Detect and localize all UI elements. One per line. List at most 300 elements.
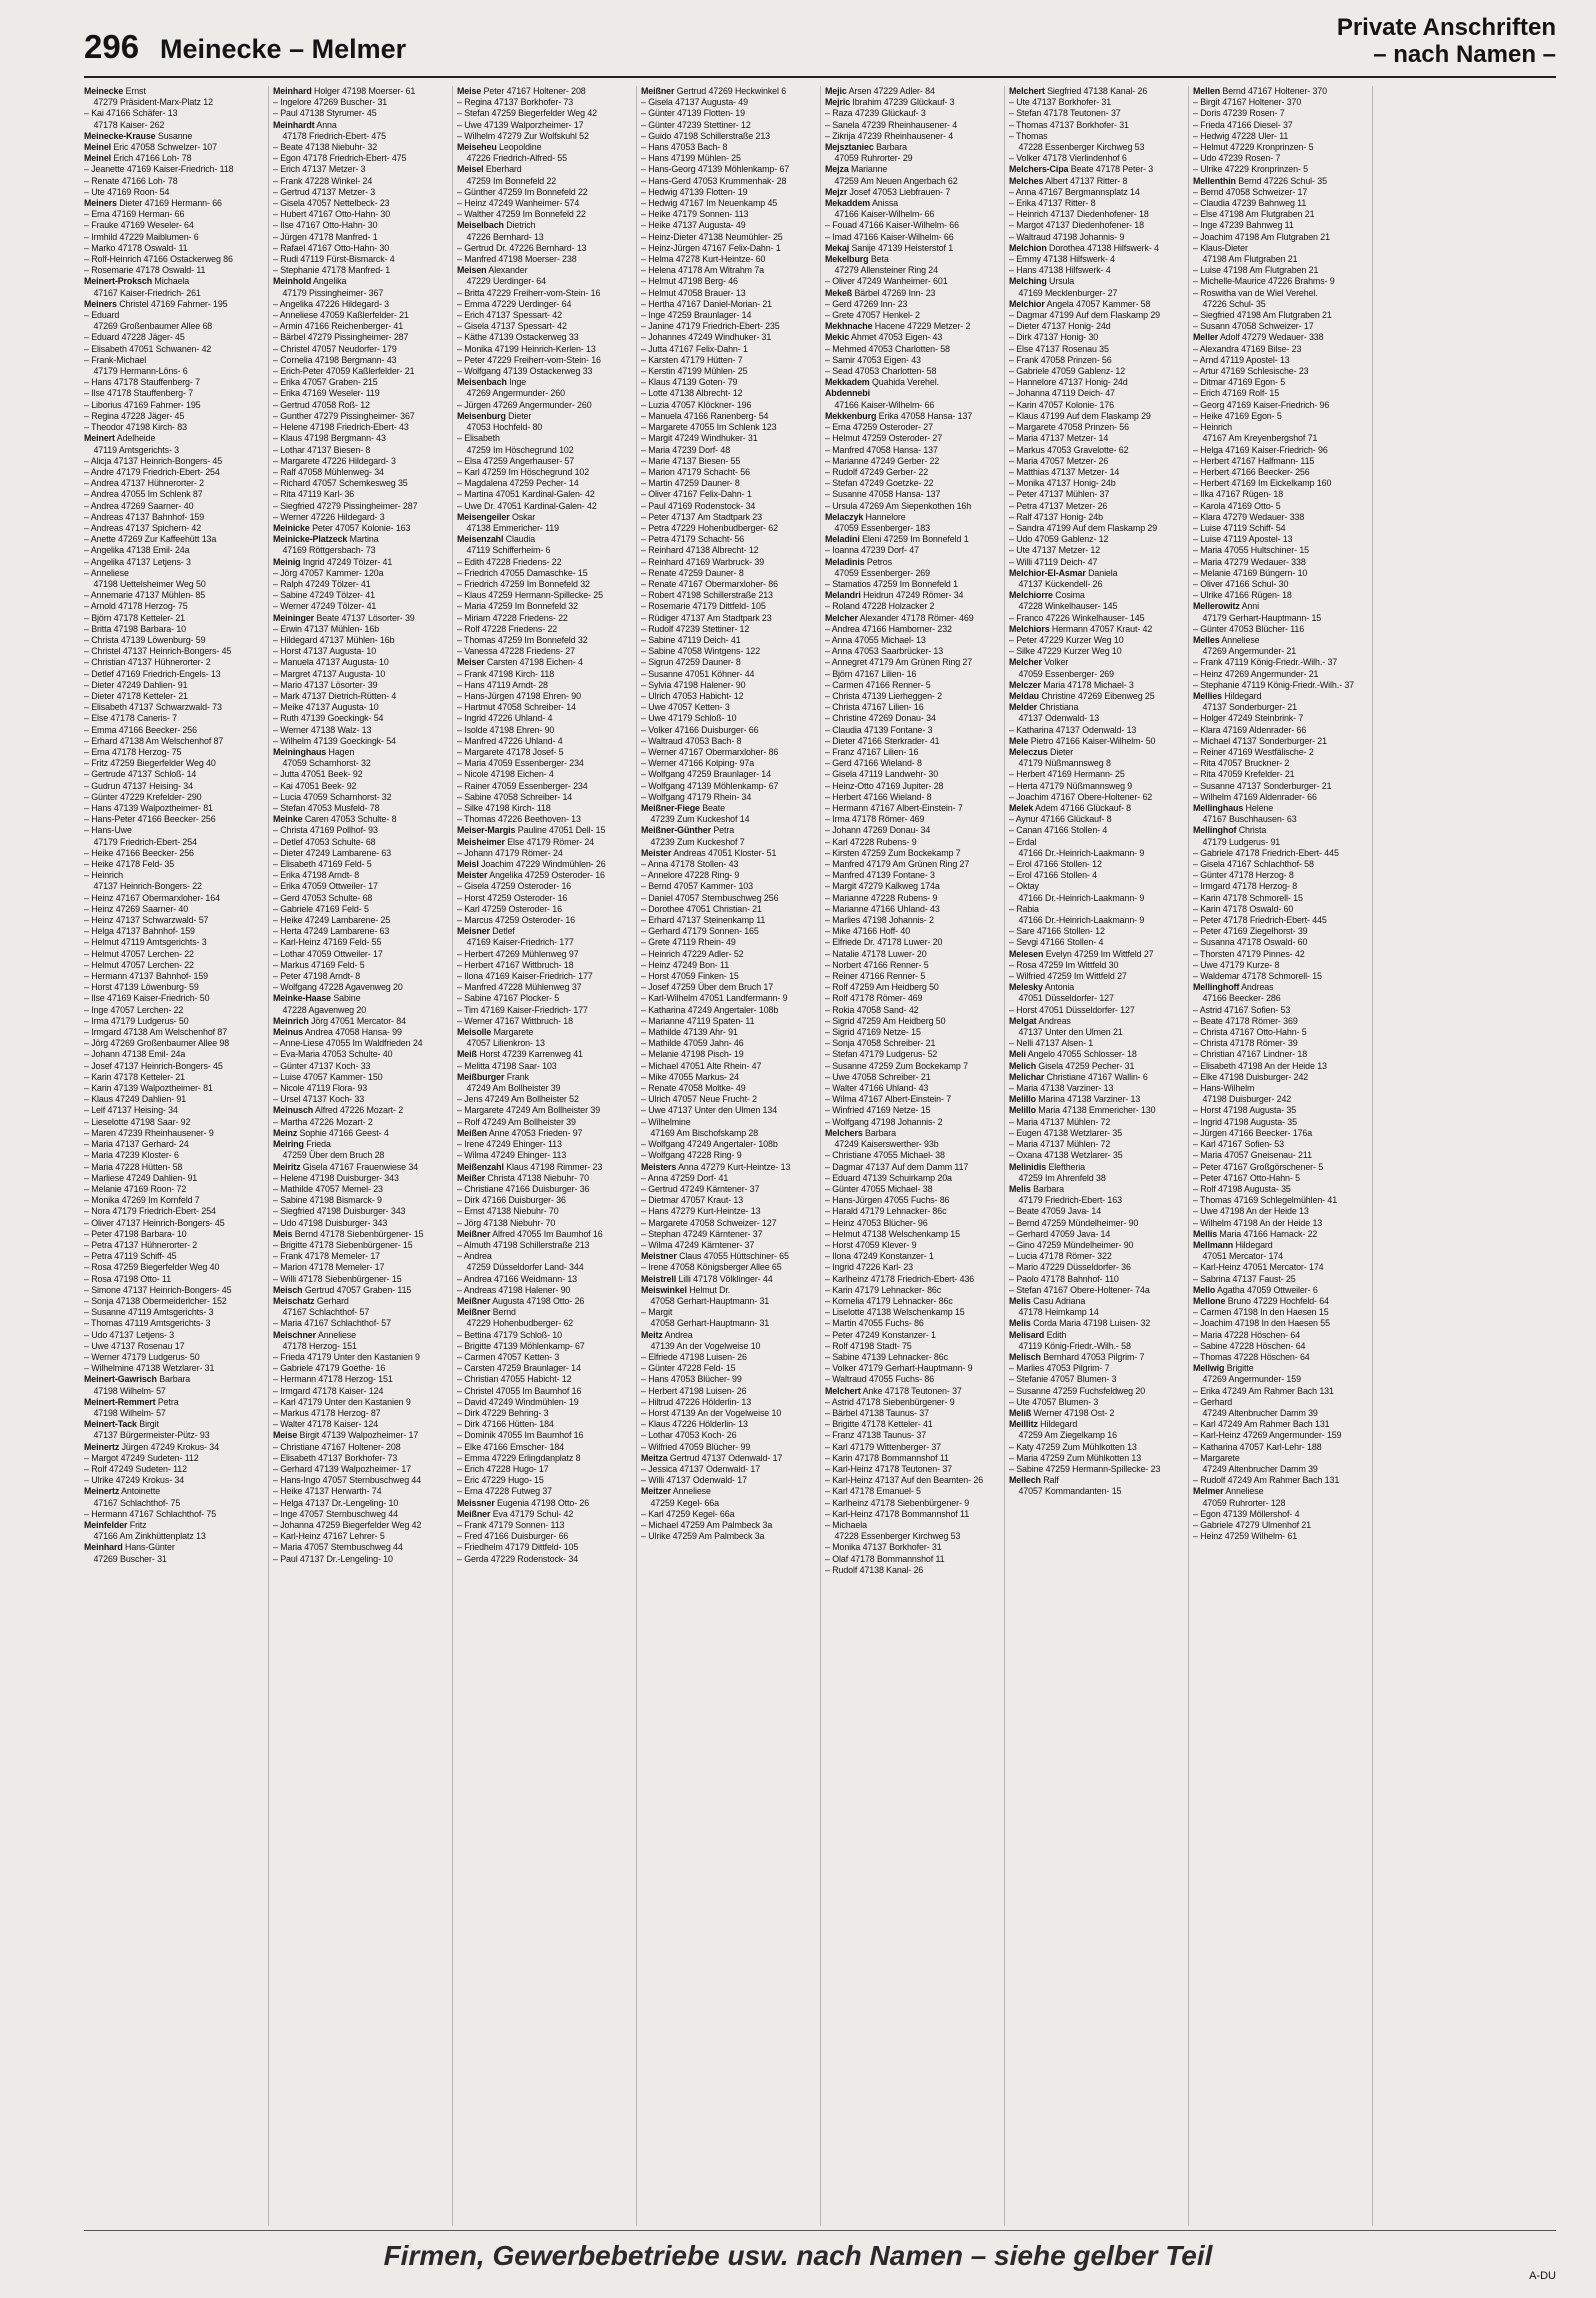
directory-entry: – Heike 47169 Egon- 5 (1193, 410, 1282, 421)
directory-entry: Melinidis Eleftheria (1009, 1161, 1085, 1172)
directory-entry: – Johann 47269 Donau- 34 (825, 825, 931, 836)
directory-entry: 47249 Altenbrucher Damm 39 (1193, 1463, 1318, 1474)
directory-entry: Meis Bernd 47178 Siebenbürgener- 15 (273, 1228, 424, 1239)
directory-entry: – Erdal (1009, 836, 1037, 847)
directory-entry: – Rosemarie 47178 Oswald- 11 (84, 265, 206, 276)
surname: Meisolle (457, 1027, 492, 1038)
directory-entry: – Günter 47055 Michael- 38 (825, 1183, 933, 1194)
directory-entry: – Stefan 47249 Goetzke- 22 (825, 478, 934, 489)
directory-entry: – Rolf 47178 Römer- 469 (825, 993, 923, 1004)
surname: Mellinghof (1193, 825, 1237, 836)
directory-entry: – Margret 47137 Augusta- 10 (273, 668, 386, 679)
directory-entry: – Ilona 47169 Kaiser-Friedrich- 177 (457, 971, 593, 982)
directory-entry: – Manuela 47137 Augusta- 10 (273, 657, 389, 668)
directory-entry: Meisen Alexander (457, 265, 528, 276)
surname: Meinusch (273, 1105, 314, 1116)
directory-entry: – Sabine 47228 Höschen- 64 (1193, 1340, 1306, 1351)
directory-entry: – Werner 47167 Wittbruch- 18 (457, 1015, 573, 1026)
directory-entry: Melcher Alexander 47178 Römer- 469 (825, 612, 974, 623)
surname: Meißner (641, 86, 675, 96)
directory-entry: 47226 Schul- 35 (1193, 298, 1266, 309)
directory-entry: – Karl-Heinz 47269 Angermunder- 159 (1193, 1430, 1342, 1441)
directory-entry: – Beate 47178 Römer- 369 (1193, 1015, 1298, 1026)
directory-entry: – Thomas 47119 Amtsgerichts- 3 (84, 1318, 211, 1329)
directory-entry: – Susanne 47137 Sonderburger- 21 (1193, 780, 1332, 791)
directory-entry: – Manuela 47166 Ranenberg- 54 (641, 410, 769, 421)
directory-entry: Meiners Dieter 47169 Hermann- 66 (84, 198, 222, 209)
directory-entry: – Udo 47198 Duisburger- 343 (273, 1217, 388, 1228)
directory-entry: – Ulrike 47259 Am Palmbeck 3a (641, 1531, 765, 1542)
directory-entry: – Christian 47167 Lindner- 18 (1193, 1049, 1308, 1060)
directory-entry: – Gerda 47229 Rodenstock- 34 (457, 1553, 579, 1564)
directory-entry: – Margit 47279 Kalkweg 174a (825, 881, 940, 892)
directory-entry: – Dagmar 47199 Auf dem Flaskamp 29 (1009, 310, 1161, 321)
directory-entry: – Hans-Wilhelm (1193, 1083, 1255, 1094)
directory-entry: – Bettina 47179 Schloß- 10 (457, 1329, 562, 1340)
surname: Meitza (641, 1452, 668, 1463)
directory-entry: – Hildegard 47137 Mühlen- 16b (273, 634, 395, 645)
directory-entry: Meliß Werner 47198 Ost- 2 (1009, 1407, 1115, 1418)
directory-entry: – Martha 47226 Mozart- 2 (273, 1116, 373, 1127)
directory-entry: Meinecke Ernst (84, 86, 146, 96)
directory-entry: Mele Pietro 47166 Kaiser-Wilhelm- 50 (1009, 735, 1156, 746)
directory-entry: 47249 Altenbrucher Damm 39 (1193, 1407, 1318, 1418)
directory-entry: – Hans-Jürgen 47055 Fuchs- 86 (825, 1195, 950, 1206)
directory-entry: – Christa 47167 Otto-Hahn- 5 (1193, 1027, 1307, 1038)
directory-entry: – Stefan 47179 Ludgerus- 52 (825, 1049, 938, 1060)
directory-entry: – Marie 47137 Biesen- 55 (641, 455, 741, 466)
directory-entry: – Heinz 47259 Wilhelm- 61 (1193, 1531, 1298, 1542)
directory-entry: – Margarete 47055 Im Schlenk 123 (641, 422, 777, 433)
surname: Meisch (273, 1284, 303, 1295)
directory-entry: – Wilma 47249 Ehinger- 113 (457, 1150, 567, 1161)
directory-entry: – Peter 47178 Friedrich-Ebert- 445 (1193, 915, 1327, 926)
directory-entry: – Rolf 47198 Augusta- 35 (1193, 1183, 1291, 1194)
directory-entry: – Mathilde 47059 Jahn- 46 (641, 1038, 744, 1049)
surname: Meinert-Proksch (84, 276, 153, 287)
directory-entry: 47169 Kaiser-Friedrich- 177 (457, 937, 574, 948)
directory-entry: – Werner 47226 Hildegard- 3 (273, 511, 385, 522)
directory-entry: – Elke 47198 Duisburger- 242 (1193, 1071, 1309, 1082)
surname: Meleczus (1009, 746, 1048, 757)
directory-entry: – Sonja 47138 Obermeiderlcher- 152 (84, 1295, 227, 1306)
directory-entry: Meißenzahl Klaus 47198 Rimmer- 23 (457, 1161, 603, 1172)
directory-entry: – Karin 47178 Ketteler- 21 (84, 1071, 186, 1082)
surname: Meinhardt (273, 119, 315, 130)
surname: Meisheimer (457, 836, 505, 847)
directory-entry: Melek Adem 47166 Glückauf- 8 (1009, 803, 1132, 813)
directory-entry: – Heinrich 47229 Adler- 52 (641, 948, 744, 959)
surname: Meiring (273, 1139, 304, 1150)
directory-entry: – Sonja 47058 Schreiber- 21 (825, 1038, 936, 1049)
surname: Melder (1009, 702, 1038, 713)
directory-entry: – Luise 47119 Schiff- 54 (1193, 522, 1286, 533)
directory-entry: 47179 Pissingheimer- 367 (273, 287, 384, 298)
directory-entry: – Maria 47279 Wedauer- 338 (1193, 556, 1306, 567)
directory-entry: Meistner Claus 47055 Hüttschiner- 65 (641, 1251, 789, 1262)
directory-entry: – Wolfgang 47198 Johannis- 2 (825, 1116, 943, 1127)
directory-entry: – Ingrid 47226 Uhland- 4 (457, 713, 553, 724)
directory-entry: Meischner Anneliese (273, 1329, 356, 1340)
directory-entry: – Walter 47178 Kaiser- 124 (273, 1419, 379, 1430)
directory-entry: Meiselbach Dietrich (457, 220, 536, 231)
directory-entry: – Oliver 47249 Wanheimer- 601 (825, 276, 948, 287)
directory-entry: – Paul 47137 Dr.-Lengeling- 10 (273, 1553, 393, 1564)
directory-entry: Meißner Gertrud 47269 Heckwinkel 6 (641, 86, 787, 96)
directory-entry: 47269 Angermunder- 21 (1193, 646, 1297, 657)
directory-entry: Melchior-El-Asmar Daniela (1009, 567, 1118, 578)
directory-entry: Melchiors Hermann 47057 Kraut- 42 (1009, 623, 1153, 634)
directory-entry: 47169 Am Bischofskamp 28 (641, 1127, 759, 1138)
directory-entry: – Heinz-Jürgen 47167 Felix-Dahn- 1 (641, 242, 781, 253)
directory-entry: Melisch Bernhard 47053 Pilgrim- 7 (1009, 1351, 1145, 1362)
directory-entry: – Klara 47169 Aldenrader- 66 (1193, 724, 1307, 735)
directory-entry: – Waltraud 47055 Fuchs- 86 (825, 1374, 935, 1385)
directory-entry: Mellinghof Christa (1193, 825, 1267, 836)
directory-entry: – Gisela 47167 Schlachthof- 58 (1193, 859, 1314, 870)
section-title (1337, 14, 1556, 68)
directory-entry: – Wilhelm 47198 An der Heide 13 (1193, 1217, 1323, 1228)
directory-entry: – Kerstin 47199 Mühlen- 25 (641, 366, 748, 377)
directory-entry: – Hermann 47137 Bahnhof- 159 (84, 971, 209, 982)
directory-entry: – Johannes 47249 Windhuker- 31 (641, 332, 772, 343)
directory-entry: – Sead 47053 Charlotten- 58 (825, 366, 937, 377)
directory-entry: – Horst 47198 Augusta- 35 (1193, 1105, 1297, 1116)
directory-entry: – Erhard 47137 Steinenkamp 11 (641, 915, 766, 926)
surname: Meinel (84, 142, 112, 153)
directory-entry: – Gertrud 47137 Metzer- 3 (273, 186, 376, 197)
directory-entry: – Heike 47178 Feld- 35 (84, 859, 175, 870)
directory-entry: – Martin 47259 Dauner- 8 (641, 478, 740, 489)
directory-entry: Melandri Heidrun 47249 Römer- 34 (825, 590, 964, 601)
directory-entry: – Margarete 47226 Hildegard- 3 (273, 455, 396, 466)
directory-entry: – Heike 47137 Augusta- 49 (641, 220, 746, 231)
header-divider (84, 76, 1556, 78)
directory-entry: 47259 Düsseldorfer Land- 344 (457, 1262, 584, 1273)
directory-entry: – Christel 47055 Im Baumhof 16 (457, 1385, 582, 1396)
directory-entry: – Bärbel 47138 Taunus- 37 (825, 1407, 929, 1418)
directory-entry: Mejzr Josef 47053 Liebfrauen- 7 (825, 186, 951, 197)
directory-entry: – Klaus 47198 Bergmann- 43 (273, 433, 386, 444)
surname: Meißner (457, 1295, 491, 1306)
directory-entry: – Elisabeth 47137 Borkhofer- 73 (273, 1452, 398, 1463)
directory-entry: 47059 Ruhrorter- 29 (825, 153, 913, 164)
surname: Meiser (457, 657, 485, 668)
directory-entry: Meinus Andrea 47058 Hansa- 99 (273, 1027, 402, 1038)
directory-entry: – Luzia 47057 Klöckner- 196 (641, 399, 752, 410)
directory-entry: – Gisela 47119 Landwehr- 30 (825, 769, 939, 780)
surname: Meininger (273, 612, 315, 623)
directory-entry: – Herbert 47166 Wieland- 8 (825, 791, 932, 802)
directory-entry: – Christine 47269 Donau- 34 (825, 713, 936, 724)
directory-entry: – Kai 47166 Schäfer- 13 (84, 108, 178, 119)
directory-entry: – Gudrun 47137 Heising- 34 (84, 780, 193, 791)
directory-entry: Melisard Edith (1009, 1329, 1067, 1340)
surname: Meißner (457, 1508, 491, 1519)
directory-entry: – Helga 47137 Dr.-Lengeling- 10 (273, 1497, 399, 1508)
directory-entry: Mellinghaus Helene (1193, 803, 1274, 813)
directory-entry: – Eduard 47139 Schuirkamp 20a (825, 1172, 952, 1183)
directory-entry: – Doris 47239 Rosen- 7 (1193, 108, 1285, 119)
directory-entry: – Helmut 47198 Berg- 46 (641, 276, 738, 287)
directory-entry: – Wolfgang 47249 Angertaler- 108b (641, 1139, 778, 1150)
directory-entry: – Anneliese (84, 567, 129, 578)
directory-entry: 47279 Allensteiner Ring 24 (825, 265, 938, 276)
directory-entry: – Sabrina 47137 Faust- 25 (1193, 1273, 1296, 1284)
directory-entry: – Grete 47057 Henkel- 2 (825, 310, 920, 321)
directory-entry: – Heinz 47053 Blücher- 96 (825, 1217, 928, 1228)
directory-entry: – Ilona 47249 Konstanzer- 1 (825, 1251, 934, 1262)
directory-entry: – Karl 47259 Kegel- 66a (641, 1508, 735, 1519)
directory-entry: – Annemarie 47137 Mühlen- 85 (84, 590, 206, 601)
directory-entry: 47269 Angermunder- 159 (1193, 1374, 1301, 1385)
directory-entry: – Regina 47228 Jäger- 45 (84, 410, 185, 421)
directory-entry: – Michaela (825, 1520, 867, 1530)
directory-entry: Meisel Eberhard (457, 164, 522, 175)
directory-entry: – Günter 47228 Feld- 15 (641, 1363, 736, 1374)
surname: Meischner (273, 1329, 316, 1340)
directory-entry: 47229 Uerdinger- 64 (457, 276, 546, 287)
directory-entry: – Rita 47059 Krefelder- 21 (1193, 769, 1295, 780)
directory-entry: – Annegret 47179 Am Grünen Ring 27 (825, 657, 973, 668)
directory-entry: – Gabriele 47169 Feld- 5 (273, 903, 369, 914)
directory-entry: – Gisela 47259 Osteroder- 16 (457, 881, 572, 892)
directory-entry: Meinz Sophie 47166 Geest- 4 (273, 1127, 389, 1138)
directory-entry: – Roland 47228 Holzacker 2 (825, 601, 935, 612)
directory-entry: – Jeanette 47169 Kaiser-Friedrich- 118 (84, 164, 234, 175)
directory-entry: Melis Corda Maria 47198 Luisen- 32 (1009, 1318, 1151, 1329)
directory-entry: – Wolfgang 47228 Agavenweg 20 (273, 982, 403, 993)
directory-entry: Melching Ursula (1009, 276, 1075, 287)
directory-entry: – Maria 47259 Im Bonnefeld 32 (457, 601, 578, 612)
directory-entry: Meißburger Frank (457, 1071, 529, 1082)
directory-entry: Meißner-Fiege Beate (641, 803, 725, 813)
surname: Meisner (457, 926, 490, 937)
directory-entry: – Karl-Wilhelm 47051 Landfermann- 9 (641, 993, 788, 1004)
directory-entry: – Jutta 47167 Felix-Dahn- 1 (641, 343, 748, 354)
directory-entry: Mellis Maria 47166 Harnack- 22 (1193, 1228, 1318, 1239)
directory-entry: 47166 Dr.-Heinrich-Laakmann- 9 (1009, 892, 1145, 903)
directory-entry: – Frank 47178 Memeler- 17 (273, 1251, 381, 1262)
directory-entry: – Heike 47166 Beecker- 256 (84, 847, 194, 858)
directory-entry: – Egon 47178 Friedrich-Ebert- 475 (273, 153, 407, 164)
directory-entry: – Manfred 47228 Mühlenweg 37 (457, 982, 582, 993)
directory-entry: – Imad 47166 Kaiser-Wilhelm- 66 (825, 231, 954, 242)
directory-entry: – Petra 47119 Schiff- 45 (84, 1251, 177, 1262)
directory-entry: – Rolf 47249 Sudeten- 112 (84, 1463, 187, 1474)
directory-entry: Meller Adolf 47279 Wedauer- 338 (1193, 332, 1324, 343)
directory-entry: – Heike 47179 Sonnen- 113 (641, 209, 749, 220)
surname: Mellinghaus (1193, 803, 1244, 813)
directory-entry: – Angelika 47137 Letjens- 3 (84, 556, 191, 567)
directory-entry: – Susanne 47259 Fuchsfeldweg 20 (1009, 1385, 1146, 1396)
directory-entry: – Hertha 47167 Daniel-Morian- 21 (641, 298, 772, 309)
surname: Meinhard (273, 86, 312, 96)
directory-entry: – Margit 47249 Windhuker- 31 (641, 433, 758, 444)
directory-entry: Meinusch Alfred 47226 Mozart- 2 (273, 1105, 404, 1116)
surname: Melches (1009, 175, 1044, 186)
directory-entry: – Uwe 47198 An der Heide 13 (1193, 1206, 1309, 1217)
directory-entry: – Heinz 47269 Saarner- 40 (84, 903, 189, 914)
directory-entry: – Werner 47167 Obermarxloher- 86 (641, 746, 779, 757)
surname: Meillitz (1009, 1419, 1038, 1430)
directory-entry: – Helga 47169 Kaiser-Friedrich- 96 (1193, 444, 1328, 455)
directory-entry: – Grete 47119 Rhein- 49 (641, 937, 736, 948)
directory-entry: – Ilka 47167 Rügen- 18 (1193, 489, 1284, 500)
surname: Meißen (457, 1127, 487, 1138)
directory-entry: Mekaddem Anissa (825, 198, 898, 209)
directory-entry: – Thomas (1009, 130, 1048, 141)
directory-entry: Meinertz Antoinette (84, 1486, 161, 1497)
directory-entry: Melchiorre Cosima (1009, 590, 1085, 601)
directory-entry: – Manfred 47139 Fontane- 3 (825, 870, 935, 881)
directory-entry: – Jens 47249 Am Bollheister 52 (457, 1094, 579, 1105)
directory-column (1004, 86, 1188, 2226)
directory-entry: – Volker 47179 Gerhart-Hauptmann- 9 (825, 1363, 973, 1374)
directory-entry: – Hans 47053 Bach- 8 (641, 142, 728, 153)
directory-entry: – Margit (641, 1307, 673, 1318)
directory-column (820, 86, 1004, 2226)
surname: Meiners (84, 198, 117, 209)
directory-entry: Meinicke Peter 47057 Kolonie- 163 (273, 522, 411, 533)
surname: Meis (273, 1228, 293, 1239)
directory-entry: – Peter 47169 Ziegelhorst- 39 (1193, 926, 1308, 937)
directory-entry: – Karl 47179 Unter den Kastanien 9 (273, 1396, 411, 1407)
directory-entry: – Martin 47055 Fuchs- 86 (825, 1318, 924, 1329)
directory-entry: – Claudia 47239 Bahnweg 11 (1193, 198, 1307, 209)
directory-entry: – Hermann 47167 Albert-Einstein- 7 (825, 803, 963, 813)
directory-entry: – Margarete 47178 Josef- 5 (457, 746, 564, 757)
directory-entry: – Anna 47053 Saarbrücker- 13 (825, 646, 944, 657)
directory-entry: – Anneliese 47059 Kaßlerfelder- 21 (273, 310, 409, 321)
directory-entry: Meisenbach Inge (457, 377, 527, 388)
directory-entry: – Inge 47259 Braunlager- 14 (641, 310, 752, 321)
directory-entry: – Dirk 47229 Behring- 3 (457, 1407, 549, 1418)
directory-entry: – Meike 47137 Augusta- 10 (273, 702, 379, 713)
surname: Meinert-Remmert (84, 1396, 156, 1407)
directory-entry: – Marianne 47249 Gerber- 22 (825, 455, 940, 466)
surname: Melesky (1009, 982, 1043, 993)
directory-entry: – Ernst 47138 Niebuhr- 70 (457, 1206, 559, 1217)
directory-entry: – Stefanie 47057 Blumen- 3 (1009, 1374, 1117, 1385)
directory-entry: – Stefan 47167 Obere-Holtener- 74a (1009, 1284, 1150, 1295)
surname: Melisard (1009, 1329, 1045, 1340)
directory-entry: Meinecke-Krause Susanne (84, 130, 193, 141)
directory-entry: – Waltraud 47053 Bach- 8 (641, 735, 742, 746)
surname: Meinertz (84, 1441, 120, 1452)
directory-entry: 47059 Ruhrorter- 128 (1193, 1497, 1286, 1508)
directory-entry: – Josef 47259 Über dem Bruch 17 (641, 982, 774, 993)
directory-entry: Melchers-Cipa Beate 47178 Peter- 3 (1009, 164, 1154, 175)
surname: Melillo (1009, 1105, 1036, 1116)
directory-entry: – Christiane 47055 Michael- 38 (825, 1150, 945, 1161)
page-header (0, 0, 1596, 78)
directory-entry: – Christa 47139 Löwenburg- 59 (84, 634, 206, 645)
directory-entry: – Wolfgang 47139 Möhlenkamp- 67 (641, 780, 779, 791)
directory-entry: – Ditmar 47169 Egon- 5 (1193, 377, 1286, 388)
directory-entry: – Sabine 47259 Hermann-Spillecke- 23 (1009, 1463, 1161, 1474)
directory-entry: – Mike 47055 Markus- 24 (641, 1071, 739, 1082)
directory-entry: – Karl 47259 Osteroder- 16 (457, 903, 562, 914)
directory-entry: – Inge 47057 Lerchen- 22 (84, 1004, 184, 1015)
directory-entry: – Erna 47228 Futweg 37 (457, 1486, 553, 1497)
directory-entry: Melchert Anke 47178 Teutonen- 37 (825, 1385, 962, 1396)
directory-entry: – Astrid 47178 Siebenbürgener- 9 (825, 1396, 955, 1407)
surname: Mekaj (825, 242, 850, 253)
surname: Melis (1009, 1318, 1031, 1329)
surname: Mekaddem (825, 198, 871, 209)
directory-entry: – Dominik 47055 Im Baumhof 16 (457, 1430, 584, 1441)
directory-entry: 47179 Gerhart-Hauptmann- 15 (1193, 612, 1322, 623)
surname: Melandri (825, 590, 861, 601)
directory-entry: – Erich 47228 Hugo- 17 (457, 1463, 549, 1474)
surname: Melles (1193, 634, 1220, 645)
directory-entry: – Irene 47058 Königsberger Allee 65 (641, 1262, 782, 1273)
directory-entry: – Peter 47137 Am Stadtpark 23 (641, 511, 762, 522)
directory-entry: – Maren 47239 Rheinhausener- 9 (84, 1127, 214, 1138)
surname: Melcher (825, 612, 858, 623)
directory-entry: 47178 Kaiser- 262 (84, 119, 165, 130)
surname: Meinhold (273, 276, 312, 287)
directory-entry: – Wilfried 47059 Blücher- 99 (641, 1441, 751, 1452)
directory-entry: – Kirsten 47259 Zum Bockekamp 7 (825, 847, 961, 858)
directory-entry: Meißner Eva 47179 Schul- 42 (457, 1508, 574, 1519)
directory-entry: – Helma 47278 Kurt-Heintze- 60 (641, 254, 766, 265)
directory-entry: – Reinhard 47169 Warbruck- 39 (641, 556, 765, 567)
directory-entry: – Brigitte 47178 Ketteler- 41 (825, 1419, 933, 1430)
directory-entry: – Andrea 47137 Hühnerorter- 2 (84, 478, 204, 489)
directory-entry: – Eugen 47138 Wetzlarer- 35 (1009, 1127, 1123, 1138)
directory-entry: – Lucia 47059 Scharnhorst- 32 (273, 791, 392, 802)
directory-entry: – Björn 47178 Ketteler- 21 (84, 612, 186, 623)
directory-entry: Meldau Christine 47269 Eibenweg 25 (1009, 690, 1155, 701)
directory-entry: Mellenthin Bernd 47226 Schul- 35 (1193, 175, 1327, 186)
surname: Meistner (641, 1251, 677, 1262)
directory-entry: Meinhard Hans-Günter (84, 1542, 175, 1553)
directory-entry: – Olaf 47178 Bommannshof 11 (825, 1553, 945, 1564)
surname: Mekhnache (825, 321, 873, 332)
directory-entry: – Erika 47249 Am Rahmer Bach 131 (1193, 1385, 1334, 1396)
directory-entry: – Markus 47169 Feld- 5 (273, 959, 365, 970)
directory-entry: – Christiane 47166 Duisburger- 36 (457, 1183, 590, 1194)
directory-entry: – Stefan 47259 Biegerfelder Weg 42 (457, 108, 598, 119)
directory-entry: – Peter 47167 Otto-Hahn- 5 (1193, 1172, 1300, 1183)
directory-entry: – Karlheinz 47178 Friedrich-Ebert- 436 (825, 1273, 975, 1284)
directory-entry: Melchion Dorothea 47138 Hilfswerk- 4 (1009, 242, 1159, 253)
directory-entry: – Fouad 47166 Kaiser-Wilhelm- 66 (825, 220, 959, 231)
directory-entry: – Gisela 47137 Spessart- 42 (457, 321, 567, 332)
directory-entry: – Erika 47059 Ottweiler- 17 (273, 881, 378, 892)
directory-entry: – Friedrich 47055 Damaschke- 15 (457, 567, 588, 578)
directory-entry: – Heinrich (84, 870, 123, 881)
directory-entry: – Sabine 47119 Deich- 41 (641, 634, 741, 645)
directory-entry: – Lieselotte 47198 Saar- 92 (84, 1116, 191, 1127)
directory-entry: Meinrich Jörg 47051 Mercator- 84 (273, 1015, 406, 1026)
surname: Abdennebi (825, 388, 870, 399)
directory-entry: 47198 Wilhelm- 57 (84, 1407, 166, 1418)
directory-entry: 47167 Schlachthof- 75 (84, 1497, 181, 1508)
directory-entry: – Manfred 47058 Hansa- 137 (825, 444, 938, 455)
surname: Melchior (1009, 298, 1045, 309)
directory-entry: – Dirk 47166 Duisburger- 36 (457, 1195, 566, 1206)
surname: Meinel (84, 153, 112, 164)
directory-entry: – Gisela 47137 Augusta- 49 (641, 97, 748, 108)
directory-entry: – Johanna 47119 Deich- 47 (1009, 388, 1115, 399)
surname: Melching (1009, 276, 1047, 287)
surname: Mellis (1193, 1228, 1218, 1239)
directory-column (1372, 86, 1556, 2226)
directory-entry: – Joachim 47198 Am Flutgraben 21 (1193, 231, 1330, 242)
